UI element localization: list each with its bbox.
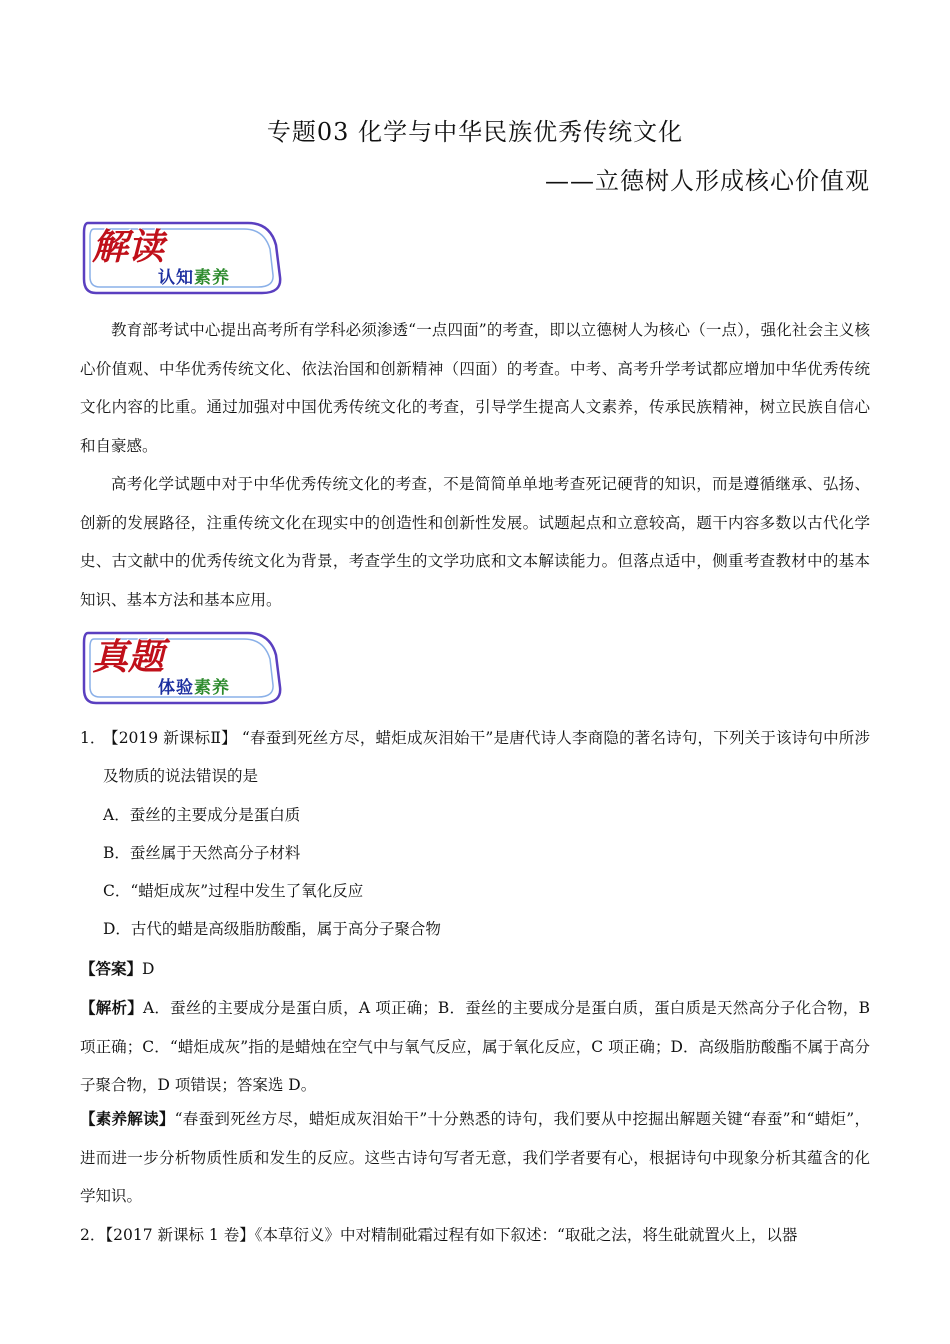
page-subtitle: ——立德树人形成核心价值观 <box>545 167 870 195</box>
analysis-block: 【解析】A．蚕丝的主要成分是蛋白质，A 项正确；B．蚕丝的主要成分是蛋白质，蛋白质是天然高分子化合物，B 项正确；C．“蜡炬成灰”指的是蜡烛在空气中与氧气反应，属于氧化反应，C 项正确；D．高级脂肪酸酯不属于高分子聚合物，D 项错误；答案选 D。 <box>80 998 870 1094</box>
option-c: C．“蜡炬成灰”过程中发生了氧化反应 <box>103 882 364 900</box>
badge-title: 解读 <box>92 226 165 268</box>
badge-caption: 体验素养 <box>158 678 230 698</box>
question-stem: 【2019 新课标Ⅱ】 “春蚕到死丝方尽，蜡炬成灰泪始干”是唐代诗人李商隐的著名诗句，下列关于该诗句中所涉及物质的说法错误的是 <box>103 729 870 785</box>
question-number: 1． <box>80 729 106 747</box>
literacy-block: 【素养解读】“春蚕到死丝方尽，蜡炬成灰泪始干”十分熟悉的诗句，我们要从中挖掘出解题关键“春蚕”和“蜡炬”，进而进一步分析物质性质和发生的反应。这些古诗句写者无意，我们学者要有心，根据诗句中现象分析其蕴含的化学知识。 <box>80 1109 870 1205</box>
option-b: B．蚕丝属于天然高分子材料 <box>103 844 301 862</box>
page-title: 专题03 化学与中华民族优秀传统文化 <box>266 118 684 146</box>
intro-paragraph-1: 教育部考试中心提出高考所有学科必须渗透“一点四面”的考查，即以立德树人为核心（一点），强化社会主义核心价值观、中华优秀传统文化、依法治国和创新精神（四面）的考查。中考、高考升学考试都应增加中华优秀传统文化内容的比重。通过加强对中国优秀传统文化的考查，引导学生提高人文素养，传承民族精神，树立民族自信心和自豪感。 <box>80 321 870 455</box>
option-a: A．蚕丝的主要成分是蛋白质 <box>103 806 301 824</box>
intro-paragraph-2: 高考化学试题中对于中华优秀传统文化的考查，不是简简单单地考查死记硬背的知识，而是遵循继承、弘扬、创新的发展路径，注重传统文化在现实中的创造性和创新性发展。试题起点和立意较高，题干内容多数以古代化学史、古文献中的优秀传统文化为背景，考查学生的文学功底和文本解读能力。但落点适中，侧重考查教材中的基本知识、基本方法和基本应用。 <box>80 475 870 609</box>
option-d: D．古代的蜡是高级脂肪酸酯，属于高分子聚合物 <box>103 920 441 938</box>
question-2: 2．【2017 新课标 1 卷】《本草衍义》中对精制砒霜过程有如下叙述：“取砒之法，将生砒就置火上，以器 <box>80 1226 798 1244</box>
badge-title: 真题 <box>92 636 165 678</box>
section-badge-interpret <box>80 217 285 297</box>
answer-line: 【答案】D <box>80 959 155 978</box>
badge-caption: 认知素养 <box>158 268 230 288</box>
section-badge-exam <box>80 627 285 707</box>
